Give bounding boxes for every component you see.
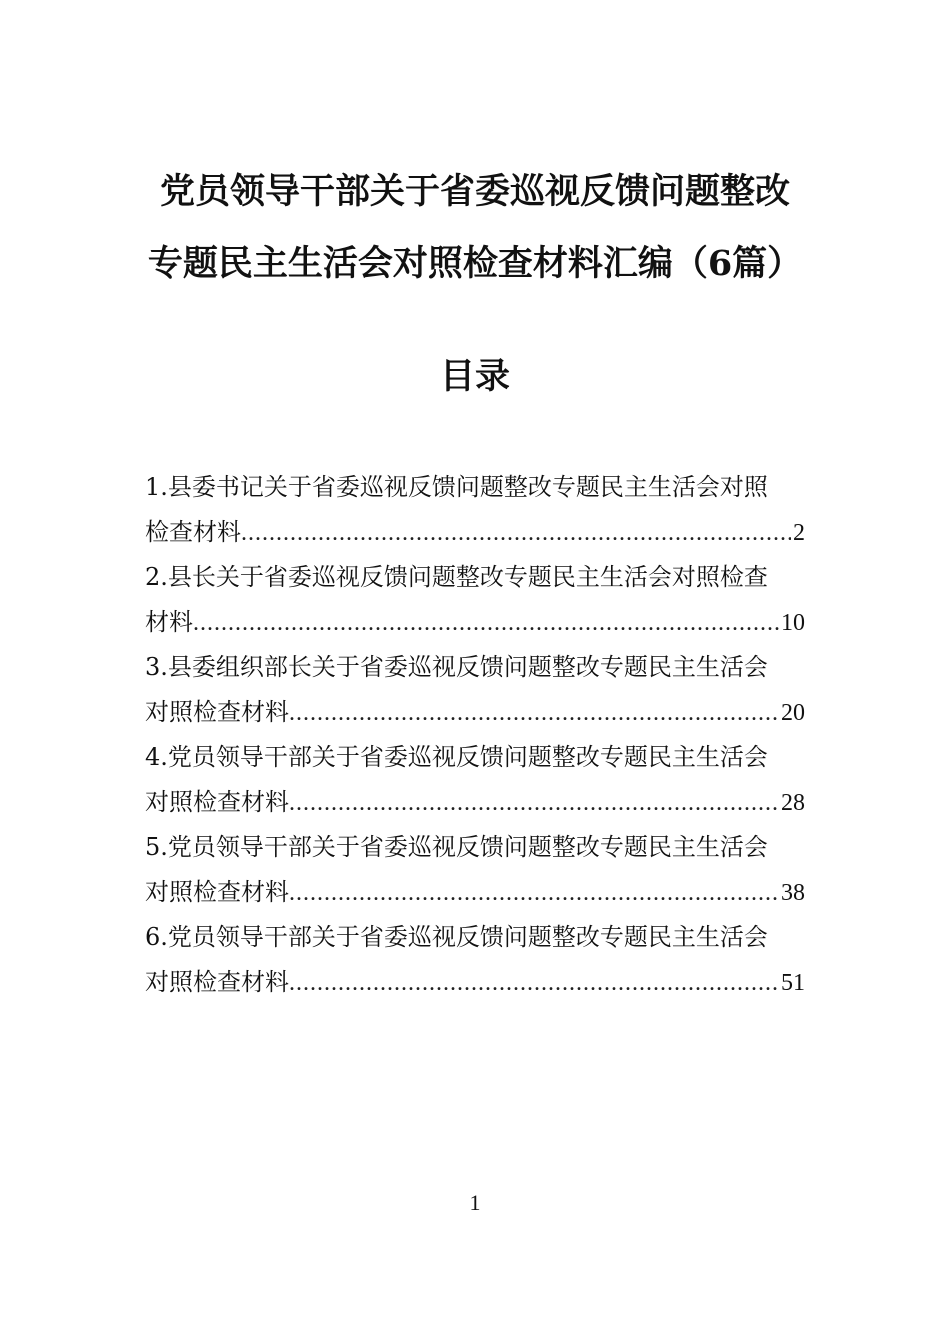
toc-entry-title-continued: 检查材料 — [145, 518, 241, 546]
document-title-line-1: 党员领导干部关于省委巡视反馈问题整改 — [159, 171, 790, 212]
page-number: 1 — [469, 1190, 481, 1215]
toc-leader-dots — [289, 871, 779, 916]
toc-page-number: 20 — [781, 700, 805, 726]
toc-leader-dots — [241, 511, 791, 556]
toc-entry-1[interactable] — [145, 465, 805, 555]
toc-entry-title-continued: 对照检查材料 — [145, 698, 289, 726]
toc-page-number: 2 — [793, 520, 805, 546]
toc-entry-title: 2.县长关于省委巡视反馈问题整改专题民主生活会对照检查 — [145, 563, 768, 591]
toc-entry-3[interactable] — [145, 645, 805, 735]
toc-entry-title-continued: 对照检查材料 — [145, 968, 289, 996]
toc-entry-6[interactable] — [145, 915, 805, 1005]
toc-entry-title: 3.县委组织部长关于省委巡视反馈问题整改专题民主生活会 — [145, 653, 768, 681]
toc-entry-5[interactable] — [145, 825, 805, 915]
toc-entry-title-continued: 对照检查材料 — [145, 788, 289, 816]
toc-page-number: 10 — [781, 610, 805, 636]
table-of-contents — [145, 465, 805, 1005]
toc-entry-2[interactable] — [145, 555, 805, 645]
document-title-line-2: 专题民主生活会对照检查材料汇编（6篇） — [147, 243, 803, 284]
toc-heading: 目录 — [439, 356, 510, 397]
toc-page-number: 51 — [781, 970, 805, 996]
toc-entry-title-continued: 对照检查材料 — [145, 878, 289, 906]
toc-entry-4[interactable] — [145, 735, 805, 825]
toc-entry-title: 4.党员领导干部关于省委巡视反馈问题整改专题民主生活会 — [145, 743, 768, 771]
toc-leader-dots — [193, 601, 779, 646]
toc-leader-dots — [289, 691, 779, 736]
toc-entry-title: 6.党员领导干部关于省委巡视反馈问题整改专题民主生活会 — [145, 923, 768, 951]
toc-leader-dots — [289, 781, 779, 826]
toc-entry-title: 5.党员领导干部关于省委巡视反馈问题整改专题民主生活会 — [145, 833, 768, 861]
toc-page-number: 28 — [781, 790, 805, 816]
toc-page-number: 38 — [781, 880, 805, 906]
toc-leader-dots — [289, 961, 779, 1006]
toc-entry-title: 1.县委书记关于省委巡视反馈问题整改专题民主生活会对照 — [145, 473, 768, 501]
toc-entry-title-continued: 材料 — [145, 608, 193, 636]
